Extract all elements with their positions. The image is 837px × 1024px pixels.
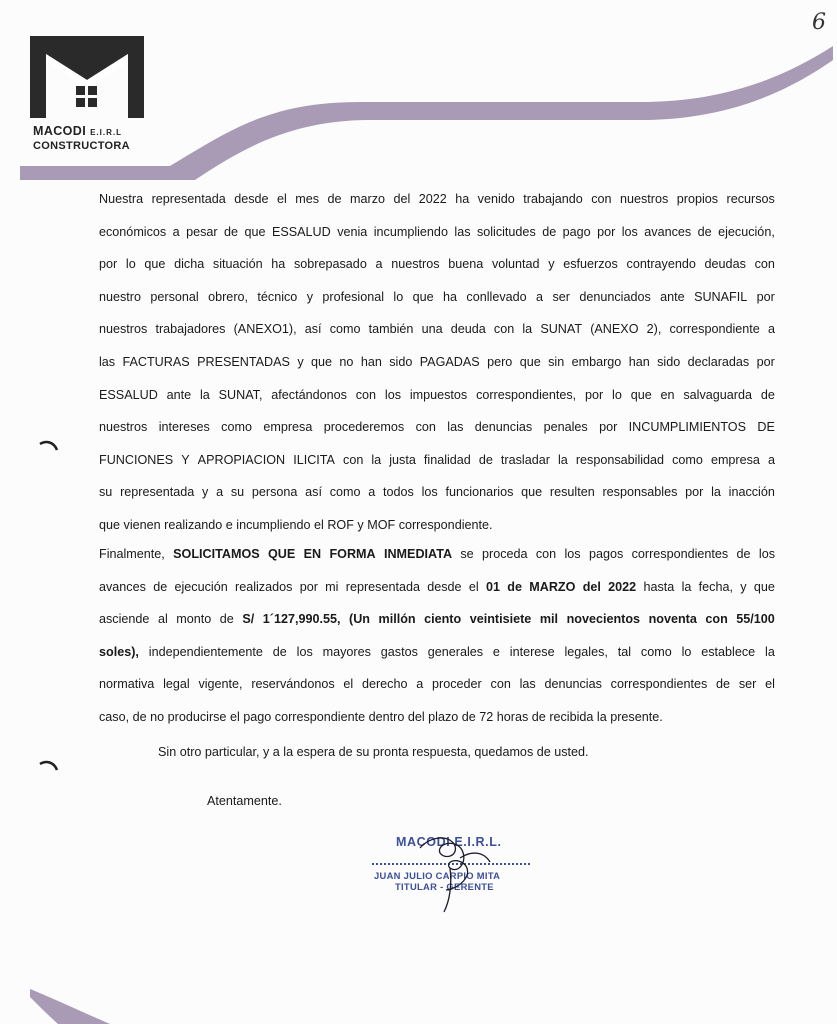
text-line: normativa legal vigente, reservándonos el derecho a proceder con las denuncias correspondientes de ser el [99, 677, 775, 692]
text-line: las FACTURAS PRESENTADAS y que no han sido PAGADAS pero que sin embargo han sido declaradas por [99, 354, 775, 369]
text-line: su representada y a su persona así como a todos los funcionarios que resulten responsables por la inacción [99, 485, 775, 500]
binder-hole-icon [38, 438, 60, 460]
text-line: avances de ejecución realizados por mi representada desde el 01 de MARZO del 2022 hasta la fecha, y que [99, 579, 775, 594]
salutation: Atentamente. [207, 794, 282, 808]
text-line: económicos a pesar de que ESSALUD venia incumpliendo las solicitudes de pago por los avances de ejecución, [99, 224, 775, 239]
text-line: nuestros intereses como empresa procederemos con las denuncias penales por INCUMPLIMIENTOS DE [99, 420, 775, 435]
handwritten-signature-icon [400, 828, 510, 918]
closing-line: Sin otro particular, y a la espera de su pronta respuesta, quedamos de usted. [158, 745, 589, 759]
footer-swoosh [0, 975, 120, 1024]
text-line: Nuestra representada desde el mes de marzo del 2022 ha venido trabajando con nuestros propios recursos [99, 192, 775, 206]
company-logo-icon [30, 36, 144, 118]
binder-hole-icon [38, 758, 60, 780]
text-line: nuestro personal obrero, técnico y profesional lo que ha conllevado a ser denunciados ante SUNAFIL por [99, 289, 775, 304]
signatory-name: JUAN JULIO CARPIO MITA [374, 870, 501, 881]
signatory-title: TITULAR - GERENTE [395, 881, 494, 892]
stamp-company: MACODI E.I.R.L. [396, 835, 502, 849]
text-line: caso, de no producirse el pago correspondiente dentro del plazo de 72 horas de recibida la presente. [99, 709, 667, 724]
paragraph-2 [99, 546, 775, 742]
paragraph-1 [99, 191, 775, 550]
text-line: por lo que dicha situación ha sobrepasado a nuestros buena voluntad y esfuerzos contrayendo deudas con [99, 257, 775, 272]
text-line: asciende al monto de S/ 1´127,990.55, (Un millón ciento veintisiete mil novecientos noventa con 55/100 [99, 612, 775, 627]
text-line: Finalmente, SOLICITAMOS QUE EN FORMA INMEDIATA se proceda con los pagos correspondientes de los [99, 547, 775, 561]
text-line: nuestros trabajadores (ANEXO1), así como también una deuda con la SUNAT (ANEXO 2), correspondiente a [99, 322, 775, 337]
text-line: FUNCIONES Y APROPIACION ILICITA con la justa finalidad de trasladar la responsabilidad como empresa a [99, 452, 775, 467]
company-subtitle: CONSTRUCTORA [33, 140, 130, 152]
text-line: ESSALUD ante la SUNAT, afectándonos con los impuestos correspondientes, por lo que en salvaguarda de [99, 387, 775, 402]
company-name: MACODI E.I.R.L [33, 124, 122, 138]
page-number: 6 [812, 10, 826, 35]
text-line: que vienen realizando e incumpliendo el ROF y MOF correspondiente. [99, 517, 497, 532]
text-line: soles), independientemente de los mayores gastos generales e interese legales, tal como lo establece la [99, 644, 775, 659]
